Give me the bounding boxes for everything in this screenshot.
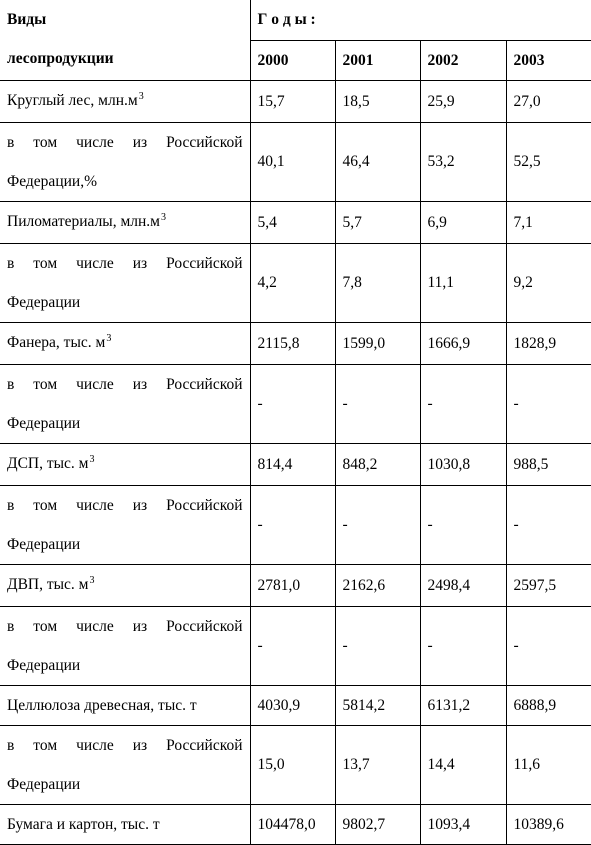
row-label-superscript: 3 bbox=[106, 332, 112, 344]
header-kind-line1: Виды bbox=[7, 11, 47, 28]
table-row bbox=[0, 685, 591, 725]
value-cell: 53,2 bbox=[420, 122, 506, 201]
row-label-cell bbox=[0, 564, 250, 606]
row-label-superscript: 3 bbox=[89, 574, 95, 586]
row-label-cell bbox=[0, 443, 250, 485]
row-label: Бумага и картон, тыс. т bbox=[7, 815, 160, 833]
value-cell: - bbox=[506, 364, 591, 443]
row-label-cell bbox=[0, 485, 250, 564]
row-label: в том числе из Российской Федерации,% bbox=[7, 133, 243, 190]
value-cell: - bbox=[335, 364, 420, 443]
row-label: в том числе из Российской Федерации bbox=[7, 254, 243, 311]
table-row bbox=[0, 243, 591, 322]
row-label: Пиломатериалы, млн.м bbox=[7, 212, 160, 230]
value-cell: 6888,9 bbox=[506, 685, 591, 725]
value-cell: 2162,6 bbox=[335, 564, 420, 606]
value-cell: 40,1 bbox=[250, 122, 335, 201]
value-cell: 6131,2 bbox=[420, 685, 506, 725]
row-label: в том числе из Российской Федерации bbox=[7, 496, 243, 553]
value-cell: 4030,9 bbox=[250, 685, 335, 725]
value-cell: 27,0 bbox=[506, 80, 591, 122]
value-cell: 848,2 bbox=[335, 443, 420, 485]
value-cell: 1828,9 bbox=[506, 322, 591, 364]
value-cell: 104478,0 bbox=[250, 804, 335, 844]
row-label-cell bbox=[0, 685, 250, 725]
header-year-2002: 2002 bbox=[420, 40, 506, 80]
header-year-2000: 2000 bbox=[250, 40, 335, 80]
value-cell: 5814,2 bbox=[335, 685, 420, 725]
value-cell: 2498,4 bbox=[420, 564, 506, 606]
row-label-cell bbox=[0, 364, 250, 443]
table-row bbox=[0, 322, 591, 364]
table-row bbox=[0, 606, 591, 685]
value-cell: 15,7 bbox=[250, 80, 335, 122]
value-cell: 5,7 bbox=[335, 201, 420, 243]
value-cell: 11,6 bbox=[506, 725, 591, 804]
value-cell: 9802,7 bbox=[335, 804, 420, 844]
value-cell: - bbox=[250, 606, 335, 685]
value-cell: 9,2 bbox=[506, 243, 591, 322]
row-label-cell bbox=[0, 606, 250, 685]
row-label: Целлюлоза древесная, тыс. т bbox=[7, 696, 197, 714]
row-label-cell bbox=[0, 80, 250, 122]
table-row bbox=[0, 122, 591, 201]
value-cell: 1030,8 bbox=[420, 443, 506, 485]
value-cell: - bbox=[250, 364, 335, 443]
header-years-label: Г о д ы : bbox=[250, 0, 591, 40]
value-cell: 52,5 bbox=[506, 122, 591, 201]
value-cell: 4,2 bbox=[250, 243, 335, 322]
value-cell: - bbox=[420, 606, 506, 685]
value-cell: 2781,0 bbox=[250, 564, 335, 606]
value-cell: 1666,9 bbox=[420, 322, 506, 364]
value-cell: 10389,6 bbox=[506, 804, 591, 844]
value-cell: 46,4 bbox=[335, 122, 420, 201]
row-label: в том числе из Российской Федерации bbox=[7, 617, 243, 674]
row-label: в том числе из Российской Федерации bbox=[7, 736, 243, 793]
header-year-2001: 2001 bbox=[335, 40, 420, 80]
row-label: Фанера, тыс. м bbox=[7, 333, 106, 351]
value-cell: 7,8 bbox=[335, 243, 420, 322]
header-kind-cell bbox=[0, 0, 250, 80]
value-cell: 1093,4 bbox=[420, 804, 506, 844]
table-row bbox=[0, 80, 591, 122]
row-label-cell bbox=[0, 122, 250, 201]
value-cell: - bbox=[335, 606, 420, 685]
header-row-1 bbox=[0, 0, 591, 40]
value-cell: 25,9 bbox=[420, 80, 506, 122]
value-cell: - bbox=[250, 485, 335, 564]
table-row bbox=[0, 564, 591, 606]
table-row bbox=[0, 725, 591, 804]
row-label: в том числе из Российской Федерации bbox=[7, 375, 243, 432]
row-label: ДВП, тыс. м bbox=[7, 575, 89, 593]
row-label-cell bbox=[0, 201, 250, 243]
row-label-superscript: 3 bbox=[138, 90, 144, 102]
row-label-cell bbox=[0, 243, 250, 322]
value-cell: - bbox=[420, 364, 506, 443]
row-label-superscript: 3 bbox=[161, 211, 166, 223]
value-cell: 7,1 bbox=[506, 201, 591, 243]
header-kind-line2: лесопродукции bbox=[7, 50, 114, 67]
row-label: Круглый лес, млн.м bbox=[7, 91, 138, 109]
row-label-superscript: 3 bbox=[89, 453, 95, 465]
value-cell: - bbox=[506, 606, 591, 685]
value-cell: 6,9 bbox=[420, 201, 506, 243]
value-cell: 14,4 bbox=[420, 725, 506, 804]
value-cell: 13,7 bbox=[335, 725, 420, 804]
row-label: ДСП, тыс. м bbox=[7, 454, 89, 472]
table-row bbox=[0, 364, 591, 443]
value-cell: 2115,8 bbox=[250, 322, 335, 364]
value-cell: - bbox=[335, 485, 420, 564]
value-cell: 988,5 bbox=[506, 443, 591, 485]
value-cell: 15,0 bbox=[250, 725, 335, 804]
table-row bbox=[0, 201, 591, 243]
row-label-cell bbox=[0, 725, 250, 804]
value-cell: 18,5 bbox=[335, 80, 420, 122]
table-row bbox=[0, 443, 591, 485]
value-cell: - bbox=[506, 485, 591, 564]
value-cell: 1599,0 bbox=[335, 322, 420, 364]
row-label-cell bbox=[0, 804, 250, 844]
value-cell: 11,1 bbox=[420, 243, 506, 322]
row-label-cell bbox=[0, 322, 250, 364]
value-cell: 814,4 bbox=[250, 443, 335, 485]
table-row bbox=[0, 485, 591, 564]
header-year-2003: 2003 bbox=[506, 40, 591, 80]
value-cell: 5,4 bbox=[250, 201, 335, 243]
table-row bbox=[0, 804, 591, 844]
value-cell: - bbox=[420, 485, 506, 564]
value-cell: 2597,5 bbox=[506, 564, 591, 606]
